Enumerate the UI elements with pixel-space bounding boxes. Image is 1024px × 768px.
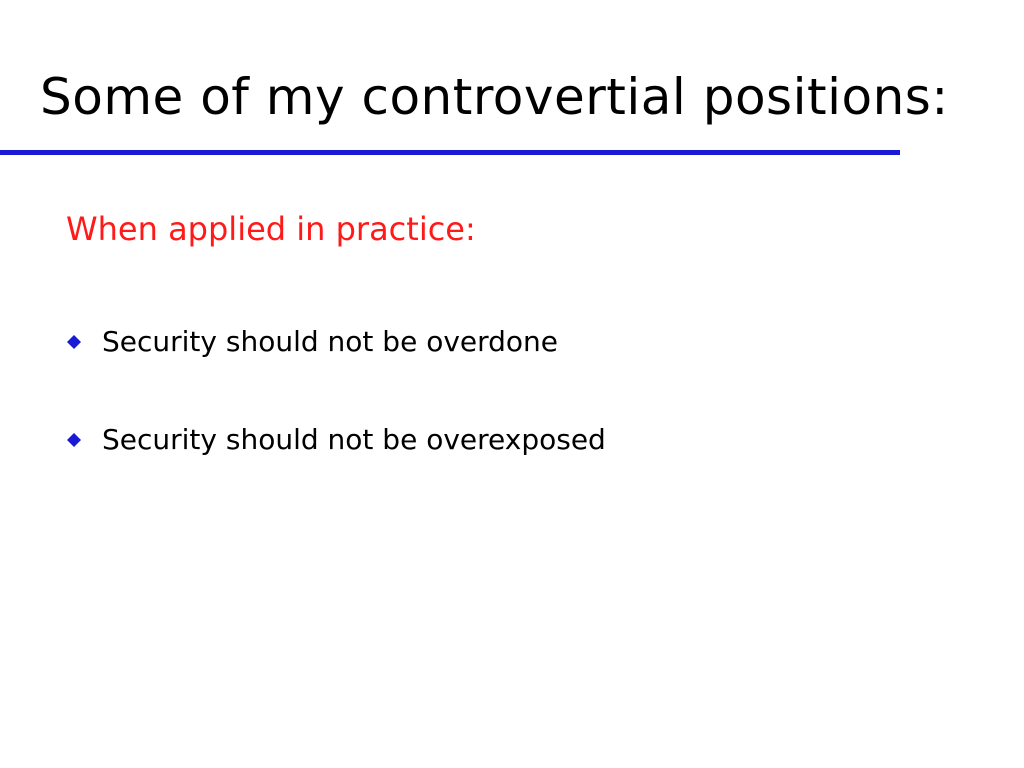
bullet-item — [66, 422, 606, 458]
bullet-item — [66, 324, 606, 360]
bullet-text: Security should not be overdone — [102, 325, 559, 358]
bullet-list — [66, 324, 606, 520]
diamond-bullet-icon — [66, 334, 82, 350]
slide-title: Some of my controvertial positions: — [40, 68, 949, 126]
title-underline — [0, 150, 900, 155]
diamond-bullet-icon — [66, 432, 82, 448]
bullet-text: Security should not be overexposed — [102, 423, 606, 456]
slide-subheading: When applied in practice: — [66, 210, 476, 248]
